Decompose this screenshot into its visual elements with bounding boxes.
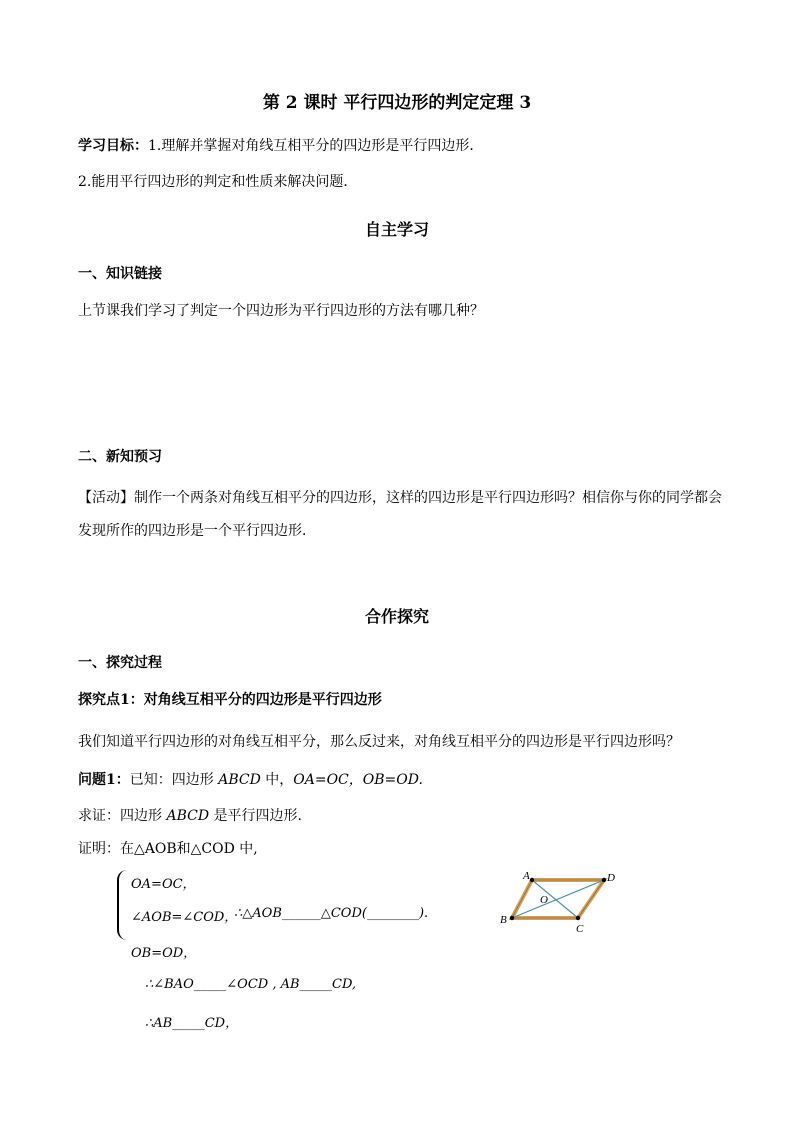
proof-line2-conclusion: ∴△AOB______△COD(________). (234, 906, 429, 921)
proof-line4: ∴∠BAO_____∠OCD , AB_____CD, (145, 977, 357, 992)
left-brace (117, 870, 129, 940)
proof-intro: 证明：在△AOB和△COD 中, (78, 841, 258, 857)
learning-objectives-line2: 2.能用平行四边形的判定和性质来解决问题． (78, 174, 358, 190)
page-title: 第 2 课时 平行四边形的判定定理 3 (262, 93, 532, 113)
knowledge-link-text: 上节课我们学习了判定一个四边形为平行四边形的方法有哪几种？ (78, 303, 484, 319)
label-d: D (607, 872, 615, 884)
activity-line2: 发现所作的四边形是一个平行四边形． (78, 523, 316, 539)
prove-label: 求证：四边形 (78, 808, 167, 824)
prove-abcd: ABCD (166, 808, 210, 824)
label-b: B (500, 914, 507, 926)
proof-line5: ∴AB_____CD， (145, 1016, 239, 1031)
question-intro: 我们知道平行四边形的对角线互相平分，那么反过来，对角线互相平分的四边形是平行四边形吗？ (78, 734, 680, 750)
knowledge-link-title: 一、知识链接 (78, 266, 162, 282)
vertex-a-dot (530, 878, 534, 882)
prove-statement (78, 805, 302, 825)
label-a: A (523, 870, 530, 882)
learning-objectives-line1 (78, 135, 483, 155)
problem-conditions: OA=OC，OB=OD. (293, 772, 423, 788)
label-c: C (576, 923, 584, 935)
prove-text: 是平行四边形. (209, 808, 302, 824)
problem-abcd: ABCD (218, 772, 261, 788)
problem-label: 问题1： (78, 772, 130, 788)
problem-text-a: 已知：四边形 (129, 772, 219, 788)
vertex-d-dot (602, 878, 606, 882)
vertex-b-dot (510, 916, 514, 920)
objectives-label: 学习目标： (78, 138, 148, 154)
proof-line1: OA=OC， (131, 877, 196, 892)
parallelogram-figure (496, 868, 626, 938)
proof-line3: OB=OD， (131, 946, 197, 961)
problem1 (78, 769, 423, 789)
proof-line2: ∠AOB=∠COD， (131, 910, 238, 925)
diagonal-ac (532, 880, 578, 918)
explore-point1-title: 探究点1：对角线互相平分的四边形是平行四边形 (78, 692, 382, 708)
preview-title: 二、新知预习 (78, 449, 162, 465)
activity-line1: 【活动】制作一个两条对角线互相平分的四边形，这样的四边形是平行四边形吗？相信你与你的同学都会 (78, 490, 722, 506)
cooperation-heading: 合作探究 (364, 607, 429, 626)
explore-process-title: 一、探究过程 (78, 655, 162, 671)
objectives-text1: 1.理解并掌握对角线互相平分的四边形是平行四边形． (148, 138, 484, 154)
vertex-c-dot (576, 916, 580, 920)
problem-text-b: 中， (260, 772, 294, 788)
self-study-heading: 自主学习 (364, 220, 429, 239)
label-o: O (540, 894, 548, 906)
